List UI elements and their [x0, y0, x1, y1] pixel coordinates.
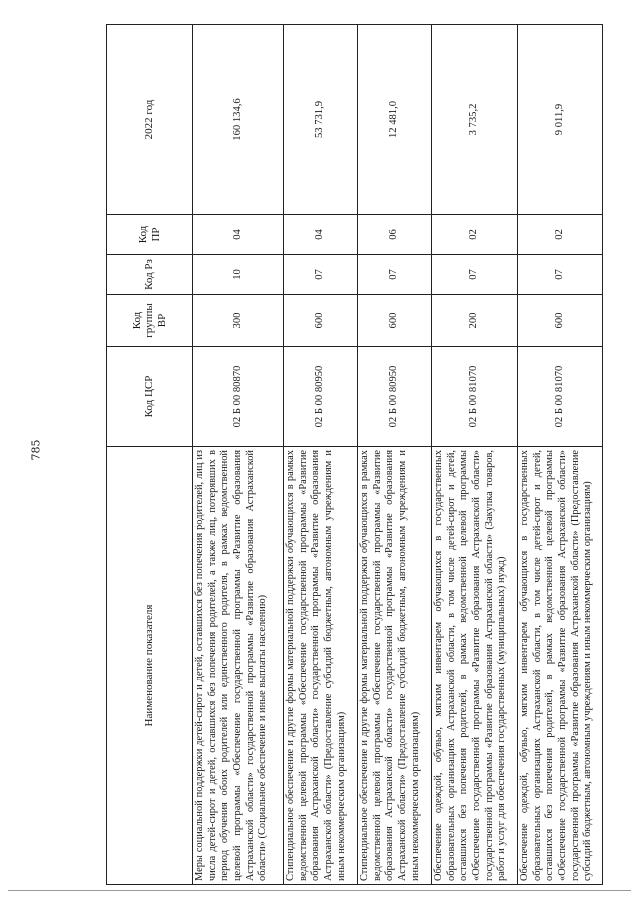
- table-row: [358, 25, 432, 885]
- row-amount: 12 481,0: [358, 25, 432, 215]
- row-description: Стипендиальное обеспечение и другие формы материальной поддержки обучающихся в рамках ведомственной целевой программы «Обеспечение государственной программы «Развитие образования Астраханской области» государственной программы «Развитие образования Астраханской области» (Предоставление субсидий бюджетным, автономным учреждениям и иным некоммерческим организациям): [358, 447, 432, 885]
- row-pr-code: 04: [284, 215, 358, 255]
- budget-table: [106, 24, 603, 885]
- row-description: Меры социальной поддержки детей-сирот и детей, оставшихся без попечения родителей, лиц из числа детей-сирот и детей, оставшихся без попечения родителей, а также лиц, потерявших в период обучения обоих родителей или единственного родителя, в рамках ведомственной целевой программы «Обеспечение государственной программы «Развитие образования Астраханской области» государственной программы «Развитие образования Астраханской области» (Социальное обеспечение и иные выплаты населению): [193, 447, 284, 885]
- table-header-row: [107, 25, 193, 885]
- row-rz-code: 07: [284, 255, 358, 295]
- row-vr-code: 600: [284, 295, 358, 347]
- header-vr: Код группы ВР: [107, 295, 193, 347]
- row-pr-code: 06: [358, 215, 432, 255]
- row-description: Обеспечение одеждой, обувью, мягким инвентарем обучающихся в государственных образовательных организациях Астраханской области, в том числе детей-сирот и детей, оставшихся без попечения родителей, в рамках ведомственной целевой программы «Обеспечение государственной программы «Развитие образования Астраханской области» государственной программы «Развитие образования Астраханской области» (Предоставление субсидий бюджетным, автономным учреждениям и иным некоммерческим организациям): [518, 447, 603, 885]
- table-row: [193, 25, 284, 885]
- row-csr-code: 02 Б 00 80870: [193, 347, 284, 447]
- rotated-page-content: [106, 25, 594, 885]
- header-csr: Код ЦСР: [107, 347, 193, 447]
- row-vr-code: 200: [432, 295, 518, 347]
- row-amount: 160 134,6: [193, 25, 284, 215]
- row-vr-code: 600: [518, 295, 603, 347]
- table-row: [432, 25, 518, 885]
- header-pr: Код ПР: [107, 215, 193, 255]
- row-csr-code: 02 Б 00 81070: [518, 347, 603, 447]
- row-description: Стипендиальное обеспечение и другие формы материальной поддержки обучающихся в рамках ведомственной целевой программы «Обеспечение государственной программы «Развитие образования Астраханской области» государственной программы «Развитие образования Астраханской области» (Предоставление субсидий бюджетным, автономным учреждениям и иным некоммерческим организациям): [284, 447, 358, 885]
- row-pr-code: 02: [432, 215, 518, 255]
- page-bottom-rule: [8, 890, 631, 891]
- row-csr-code: 02 Б 00 81070: [432, 347, 518, 447]
- header-rz: Код Рз: [107, 255, 193, 295]
- row-description: Обеспечение одеждой, обувью, мягким инвентарем обучающихся в государственных образовательных организациях Астраханской области, в том числе детей-сирот и детей, оставшихся без попечения родителей, в рамках ведомственной целевой программы «Обеспечение государственной программы «Развитие образования Астраханской области» государственной программы «Развитие образования Астраханской области» (Закупка товаров, работ и услуг для обеспечения государственных (муниципальных) нужд): [432, 447, 518, 885]
- row-amount: 9 011,9: [518, 25, 603, 215]
- row-pr-code: 02: [518, 215, 603, 255]
- row-vr-code: 600: [358, 295, 432, 347]
- row-rz-code: 07: [358, 255, 432, 295]
- row-csr-code: 02 Б 00 80950: [358, 347, 432, 447]
- page-number: 785: [29, 439, 43, 461]
- row-rz-code: 10: [193, 255, 284, 295]
- row-amount: 3 735,2: [432, 25, 518, 215]
- row-rz-code: 07: [518, 255, 603, 295]
- row-csr-code: 02 Б 00 80950: [284, 347, 358, 447]
- table-row: [284, 25, 358, 885]
- row-pr-code: 04: [193, 215, 284, 255]
- table-row: [518, 25, 603, 885]
- row-amount: 53 731,9: [284, 25, 358, 215]
- row-rz-code: 07: [432, 255, 518, 295]
- header-year: 2022 год: [107, 25, 193, 215]
- header-name: Наименование показателя: [107, 447, 193, 885]
- row-vr-code: 300: [193, 295, 284, 347]
